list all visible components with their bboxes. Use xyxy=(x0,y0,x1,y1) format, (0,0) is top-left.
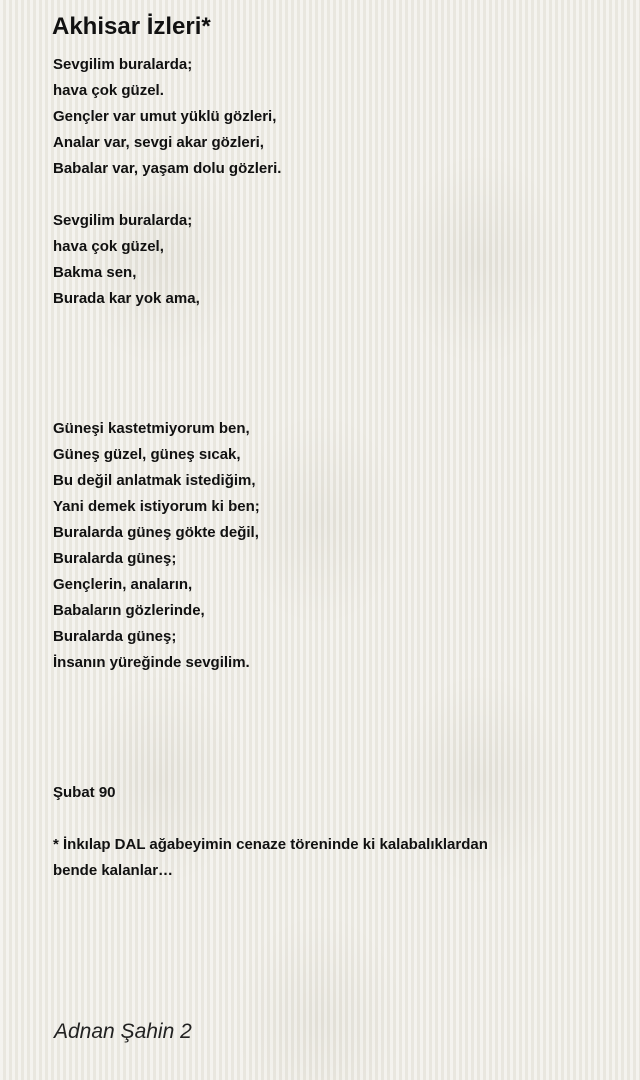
poem-line: Babaların gözlerinde, xyxy=(53,602,205,619)
poem-line: Yani demek istiyorum ki ben; xyxy=(53,498,260,515)
stanza-spacer xyxy=(53,312,613,416)
poem-line: Analar var, sevgi akar gözleri, xyxy=(53,134,264,151)
poem-line: Buralarda güneş; xyxy=(53,628,177,645)
poem-line: hava çok güzel, xyxy=(53,238,164,255)
poem-line: hava çok güzel. xyxy=(53,82,164,99)
poem-line: Gençler var umut yüklü gözleri, xyxy=(53,108,277,125)
poem-title: Akhisar İzleri* xyxy=(52,13,211,40)
stanza-spacer xyxy=(53,676,613,780)
poem-line: Güneşi kastetmiyorum ben, xyxy=(53,420,250,437)
poem-line: Bakma sen, xyxy=(53,264,137,281)
poem-line: Sevgilim buralarda; xyxy=(53,56,193,73)
poem-line: Bu değil anlatmak istediğim, xyxy=(53,472,256,489)
poem-line: Gençlerin, anaların, xyxy=(53,576,193,593)
footnote-line: * İnkılap DAL ağabeyimin cenaze töreninde ki kalabalıklardan xyxy=(53,836,488,853)
stanza-3 xyxy=(53,416,613,676)
poem-line: Babalar var, yaşam dolu gözleri. xyxy=(53,160,282,177)
poem-date: Şubat 90 xyxy=(53,784,116,801)
poem-line: Buralarda güneş; xyxy=(53,550,177,567)
footnote-line: bende kalanlar… xyxy=(53,862,174,879)
poem-line: Burada kar yok ama, xyxy=(53,290,200,307)
footnote xyxy=(53,832,613,884)
poem-line: İnsanın yüreğinde sevgilim. xyxy=(53,654,250,671)
poem-line: Güneş güzel, güneş sıcak, xyxy=(53,446,241,463)
stanza-spacer xyxy=(53,182,613,208)
poem-line: Buralarda güneş gökte değil, xyxy=(53,524,259,541)
stanza-spacer xyxy=(53,806,613,832)
stanza-2 xyxy=(53,208,613,312)
poem-line: Sevgilim buralarda; xyxy=(53,212,193,229)
stanza-1 xyxy=(53,52,613,182)
poem-body xyxy=(53,52,613,884)
author-name: Adnan Şahin 2 xyxy=(54,1020,192,1043)
